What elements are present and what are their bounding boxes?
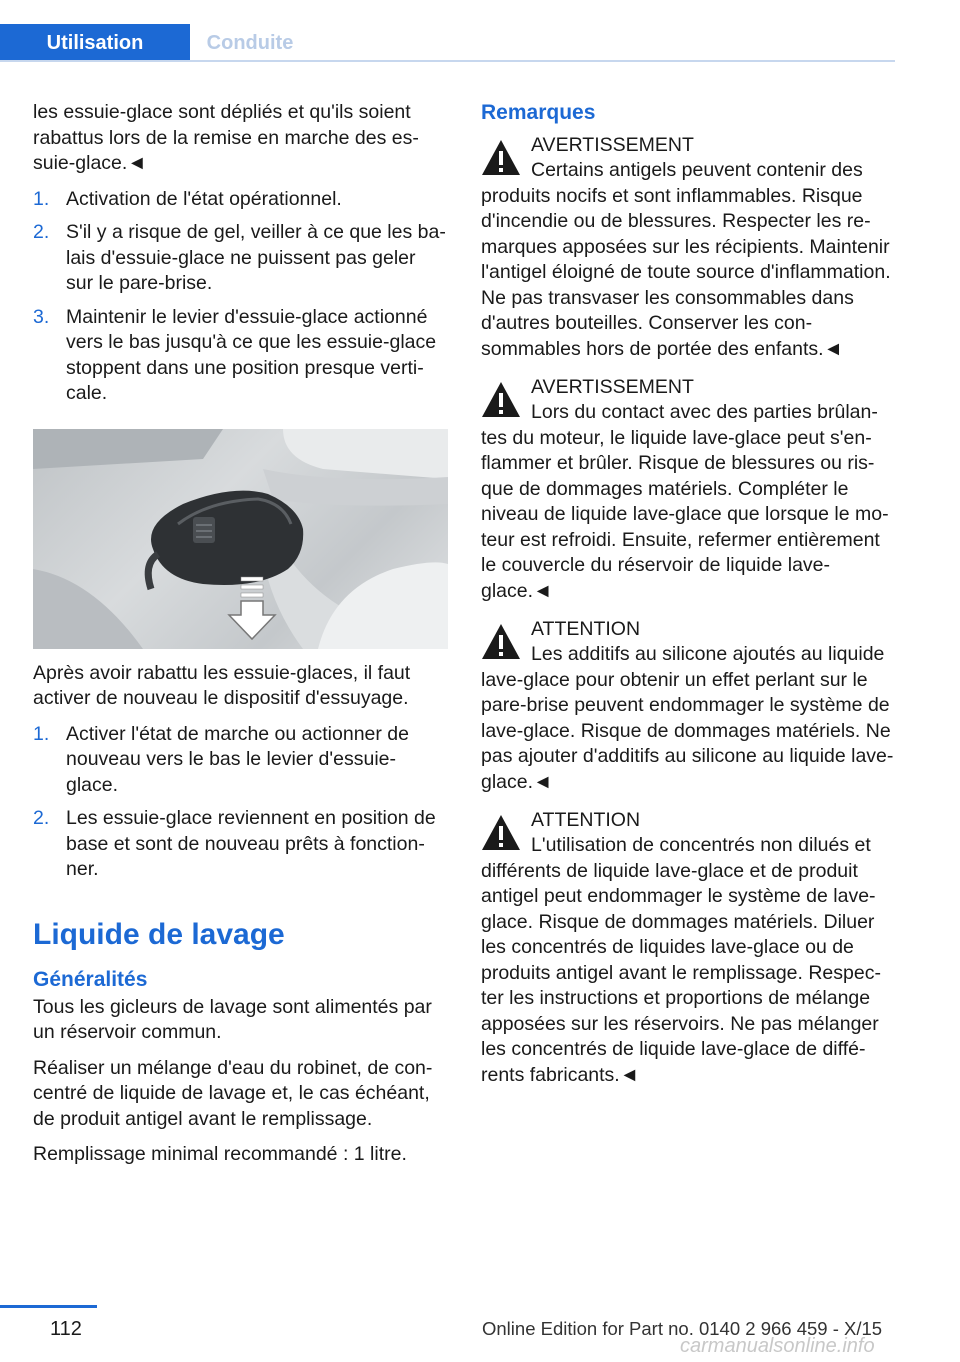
remarks-title: Remarques [481, 101, 596, 124]
warning-text: lave-glace pour obtenir un effet perlant sur le pare-brise peuvent endommager le système de lave-glace. Risque de dommages matériels. Ne pas ajouter d'additifs au silicone au liquide lave-glace.◄ [481, 668, 894, 793]
list-item [33, 187, 448, 213]
warning-triangle-icon [481, 622, 521, 662]
warning-block [481, 616, 895, 795]
warning-triangle-icon [481, 813, 521, 853]
watermark: carmanualsonline.info [680, 1335, 875, 1357]
step-text: Activation de l'état opérationnel. [66, 187, 342, 210]
wiper-lever-illustration-svg [33, 429, 448, 649]
step-number: 3. [33, 305, 50, 328]
footer-divider [0, 1305, 97, 1308]
body-paragraph: Tous les gicleurs de lavage sont alimentés par un réservoir commun. [33, 995, 432, 1043]
header-divider [0, 60, 895, 62]
warning-block [481, 807, 895, 1088]
header-tabs [0, 24, 310, 62]
list-item [33, 722, 448, 799]
subsection-title: Généralités [33, 967, 148, 991]
step-number: 1. [33, 722, 50, 745]
warning-triangle-icon [481, 380, 521, 420]
steps-list-2 [33, 722, 448, 883]
body-paragraph: Réaliser un mélange d'eau du robinet, de concentré de liquide de lavage et, le cas échéant, de produit antigel avant le remplissage. [33, 1056, 433, 1130]
step-number: 2. [33, 221, 50, 243]
warning-text: différents de liquide lave-glace et de produit antigel peut endommager le système de lave-glace. Risque de dommages matériels. Diluer les concentrés de liquides lave-glace ou de produits antigel avant le remplissage. Respecter les instructions et proportions de mélange apposées sur les réservoirs. Ne pas mélanger les concentrés de liquide lave-glace de différents fabricants.◄ [481, 859, 881, 1086]
warning-triangle-icon [481, 138, 521, 178]
body-paragraph: Remplissage minimal recommandé : 1 litre. [33, 1143, 407, 1165]
warning-label: AVERTISSEMENT [531, 134, 694, 156]
intro-paragraph: les essuie-glace sont dépliés et qu'ils soient rabattus lors de la remise en marche des essuie-glace.◄ [33, 101, 419, 174]
list-item [33, 305, 448, 407]
step-text: Les essuie-glace reviennent en position de base et sont de nouveau prêts à fonctionner. [66, 807, 436, 880]
left-column [33, 100, 448, 1178]
list-item [33, 220, 448, 297]
step-text: S'il y a risque de gel, veiller à ce que les balais d'essuie-glace ne puissent pas geler sur le pare-brise. [66, 221, 446, 294]
warning-block [481, 374, 895, 604]
warning-label: ATTENTION [531, 809, 641, 831]
warning-first-line: L'utilisation de concentrés non dilués et [531, 834, 871, 856]
warning-first-line: Les additifs au silicone ajoutés au liquide [531, 643, 885, 665]
warning-text: tes du moteur, le liquide lave-glace peut s'enflammer et brûler. Risque de blessures ou risque de dommages matériels. Compléter le niveau de liquide lave-glace que lorsque le moteur est refroidi. Ensuite, refermer entièrement le couvercle du réservoir de liquide lave-glace.◄ [481, 426, 889, 602]
list-item [33, 806, 448, 883]
warning-first-line: Certains antigels peuvent contenir des [531, 159, 863, 181]
edition-text: Online Edition for Part no. 0140 2 966 459 - X/15 [482, 1318, 883, 1339]
steps-list-1 [33, 187, 448, 407]
right-column [481, 100, 895, 1100]
warning-label: AVERTISSEMENT [531, 376, 694, 398]
warning-block [481, 132, 895, 362]
wiper-lever-illustration [33, 429, 448, 649]
step-text: Activer l'état de marche ou actionner de nouveau vers le bas le levier d'essuie-glace. [66, 722, 409, 796]
after-figure-paragraph: Après avoir rabattu les essuie-glaces, il faut activer de nouveau le dispositif d'essuyage. [33, 661, 411, 709]
warning-label: ATTENTION [531, 618, 641, 640]
tab-conduite[interactable]: Conduite [206, 32, 294, 54]
tab-utilisation[interactable]: Utilisation [0, 24, 190, 62]
warning-text: produits nocifs et sont inflammables. Risque d'incendie ou de blessures. Respecter les remarques apposées sur les récipients. Maintenir l'antigel éloigné de toute source d'inflammation. Ne pas transvaser les consommables dans d'autres bouteilles. Conserver les consommables hors de portée des enfants.◄ [481, 184, 891, 360]
step-number: 1. [33, 187, 50, 210]
step-text: Maintenir le levier d'essuie-glace actionné vers le bas jusqu'à ce que les essuie-glace stoppent dans une position presque verticale. [66, 305, 437, 404]
warning-first-line: Lors du contact avec des parties brûlan- [531, 401, 878, 423]
step-number: 2. [33, 807, 50, 829]
section-title: Liquide de lavage [33, 917, 285, 951]
page-number: 112 [50, 1318, 82, 1340]
